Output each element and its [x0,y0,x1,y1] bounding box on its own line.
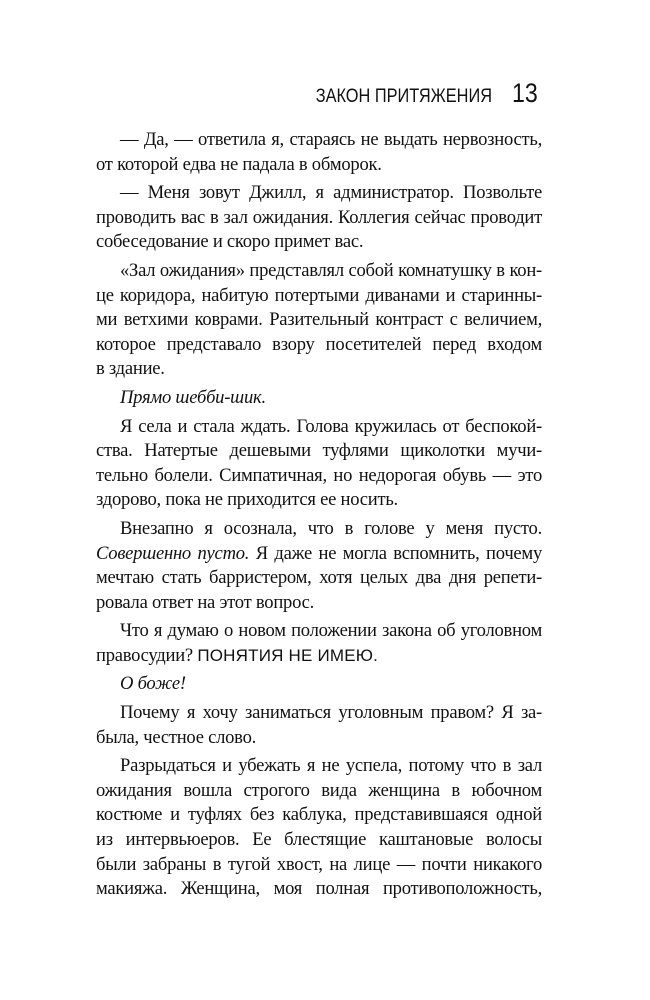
italic-phrase: Совершенно пусто. [96,542,250,564]
paragraph [96,517,542,615]
text-line: — Меня зовут Джилл, я администратор. Позвольте [120,182,542,204]
text-line: костюме и туфлях без каблука, представившаяся одной [96,804,542,826]
text-line: собеседование и скоро примет вас. [96,231,364,253]
text-line: в здание. [96,358,165,380]
paragraph [96,754,542,902]
text-line: проводить вас в зал ожидания. Коллегия сейчас проводит [96,206,542,228]
text-line: были забраны в тугой хвост, на лице — почти никакого [96,853,542,875]
text-line: макияжа. Женщина, моя полная противоположность, [96,878,542,900]
text-line: здорово, пока не приходится ее носить. [96,489,398,511]
paragraph [96,619,542,668]
page-number: 13 [511,78,538,108]
text-phrase: Я даже не могла вспомнить, почему [249,542,542,564]
caps-line [96,644,542,669]
text-line: была, честное слово. [96,726,257,748]
caps-phrase: ПОНЯТИЯ НЕ ИМЕЮ. [197,645,379,665]
running-head [287,78,542,109]
italic-line: Прямо шебби-шик. [120,386,266,408]
text-line: мечтаю стать барристером, хотя целых два дня репети- [96,567,542,589]
mixed-line [96,542,542,567]
text-line: Я села и стала ждать. Голова кружилась от беспокой- [120,415,542,437]
text-line: — Да, — ответила я, стараясь не выдать нервозность, [120,129,542,150]
paragraph [96,128,542,177]
text-line: ми ветхими коврами. Разительный контраст с величием, [96,309,542,331]
text-line: Внезапно я осознала, что в голове у меня пусто. [120,517,542,539]
text-line: которое представало взору посетителей перед входом [96,333,542,355]
text-line: от которой едва не падала в обморок. [96,153,382,175]
text-phrase: правосудии? [96,644,198,666]
running-title: ЗАКОН ПРИТЯЖЕНИЯ [315,86,492,107]
text-line: ровала ответ на этот вопрос. [96,591,314,613]
paragraph [96,259,542,382]
text-line: Разрыдаться и убежать я не успела, потому что в зал [120,755,542,777]
paragraph [96,415,542,513]
paragraph [96,386,542,411]
text-line: из интервьюеров. Ее блестящие каштановые волосы [96,829,542,851]
paragraph [96,181,542,255]
text-line: тельно болели. Симпатичная, но недорогая обувь — это [96,464,542,486]
paragraph [96,701,542,750]
text-line: це коридора, набитую потертыми диванами и старинны- [96,284,542,306]
text-line: Почему я хочу заниматься уголовным правом? Я за- [120,702,542,724]
text-line: Что я думаю о новом положении закона об уголовном [120,620,542,642]
text-line: ства. Натертые дешевыми туфлями щиколотки мучи- [96,440,542,462]
text-line: ожидания вошла строгого вида женщина в юбочном [96,779,542,801]
paragraph [96,672,542,697]
italic-line: О боже! [120,673,186,695]
text-line: «Зал ожидания» представлял собой комнатушку в кон- [120,259,542,281]
body-text [96,128,542,906]
